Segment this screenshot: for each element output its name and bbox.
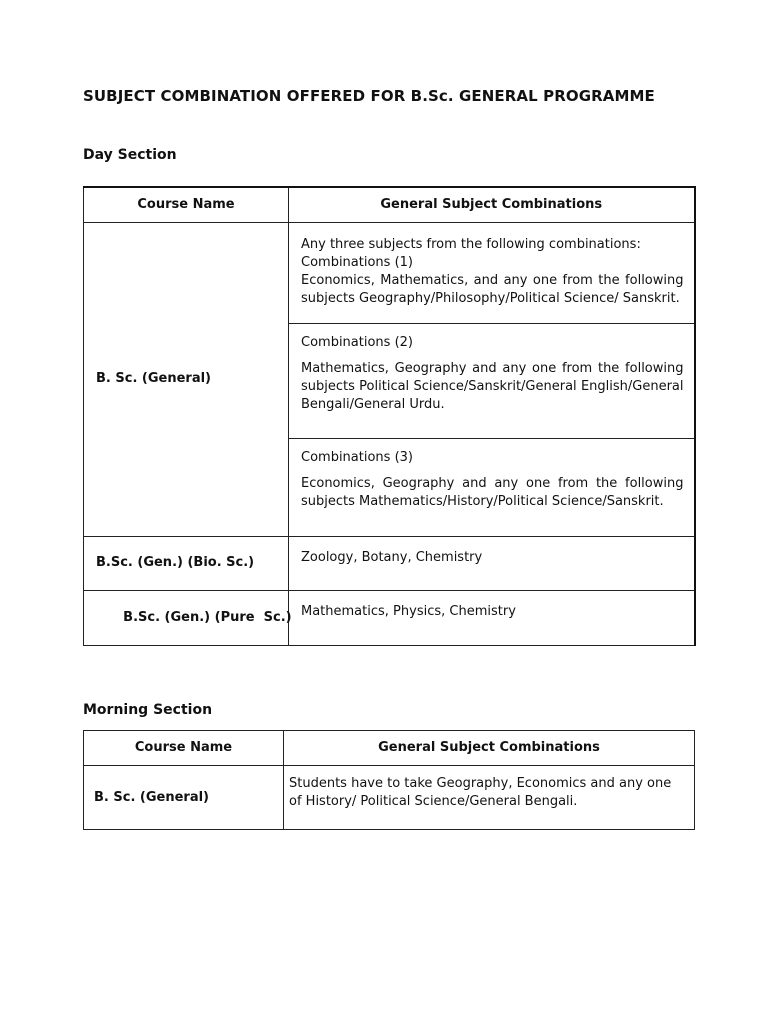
combination-1-cell [289,222,695,323]
combination-3-label: Combinations (3) [301,449,413,465]
subjects-text: Students have to take Geography, Economics and any one of History/ Political Science/General Bengali. [289,776,672,809]
combination-1-text: Economics, Mathematics, and any one from the following subjects Geography/Philosophy/Political Science/ Sanskrit. [301,272,684,306]
column-header-subject-combinations: General Subject Combinations [284,731,695,766]
course-name-cell [84,222,289,536]
column-header-course-name: Course Name [84,731,284,766]
combination-1-label: Combinations (1) [301,254,413,270]
document-title: SUBJECT COMBINATION OFFERED FOR B.Sc. GENERAL PROGRAMME [83,87,655,105]
subjects-text: Zoology, Botany, Chemistry [301,549,483,565]
table-row [84,590,695,645]
subjects-cell [289,590,695,645]
table-header-row [84,731,695,766]
subjects-cell [284,766,695,830]
course-name: B. Sc. (General) [96,371,211,386]
course-name: B.Sc. (Gen.) (Pure Sc.) [123,609,292,625]
course-name: B.Sc. (Gen.) (Bio. Sc.) [96,555,255,570]
combination-intro: Any three subjects from the following combinations: [301,236,641,252]
course-name-cell [84,536,289,590]
subjects-cell [289,536,695,590]
combination-2-label: Combinations (2) [301,334,413,350]
column-header-subject-combinations: General Subject Combinations [289,187,695,222]
table-header-row [84,187,695,222]
table-row [84,222,695,323]
combination-3-cell [289,438,695,536]
table-row [84,536,695,590]
table-row [84,766,695,830]
course-name: B. Sc. (General) [94,789,209,805]
column-header-course-name: Course Name [84,187,289,222]
combination-3-text: Economics, Geography and any one from the following subjects Mathematics/History/Political Science/Sanskrit. [301,475,684,509]
combination-2-text: Mathematics, Geography and any one from the following subjects Political Science/Sanskrit/General English/General Bengali/General Urdu. [301,360,684,412]
morning-section-heading: Morning Section [83,702,213,718]
course-name-cell [84,590,292,645]
combination-2-cell [289,323,695,438]
morning-section-table [83,730,695,830]
course-name-cell [84,766,284,830]
day-section-heading: Day Section [83,147,177,163]
subjects-text: Mathematics, Physics, Chemistry [301,603,516,619]
day-section-table [83,186,696,646]
